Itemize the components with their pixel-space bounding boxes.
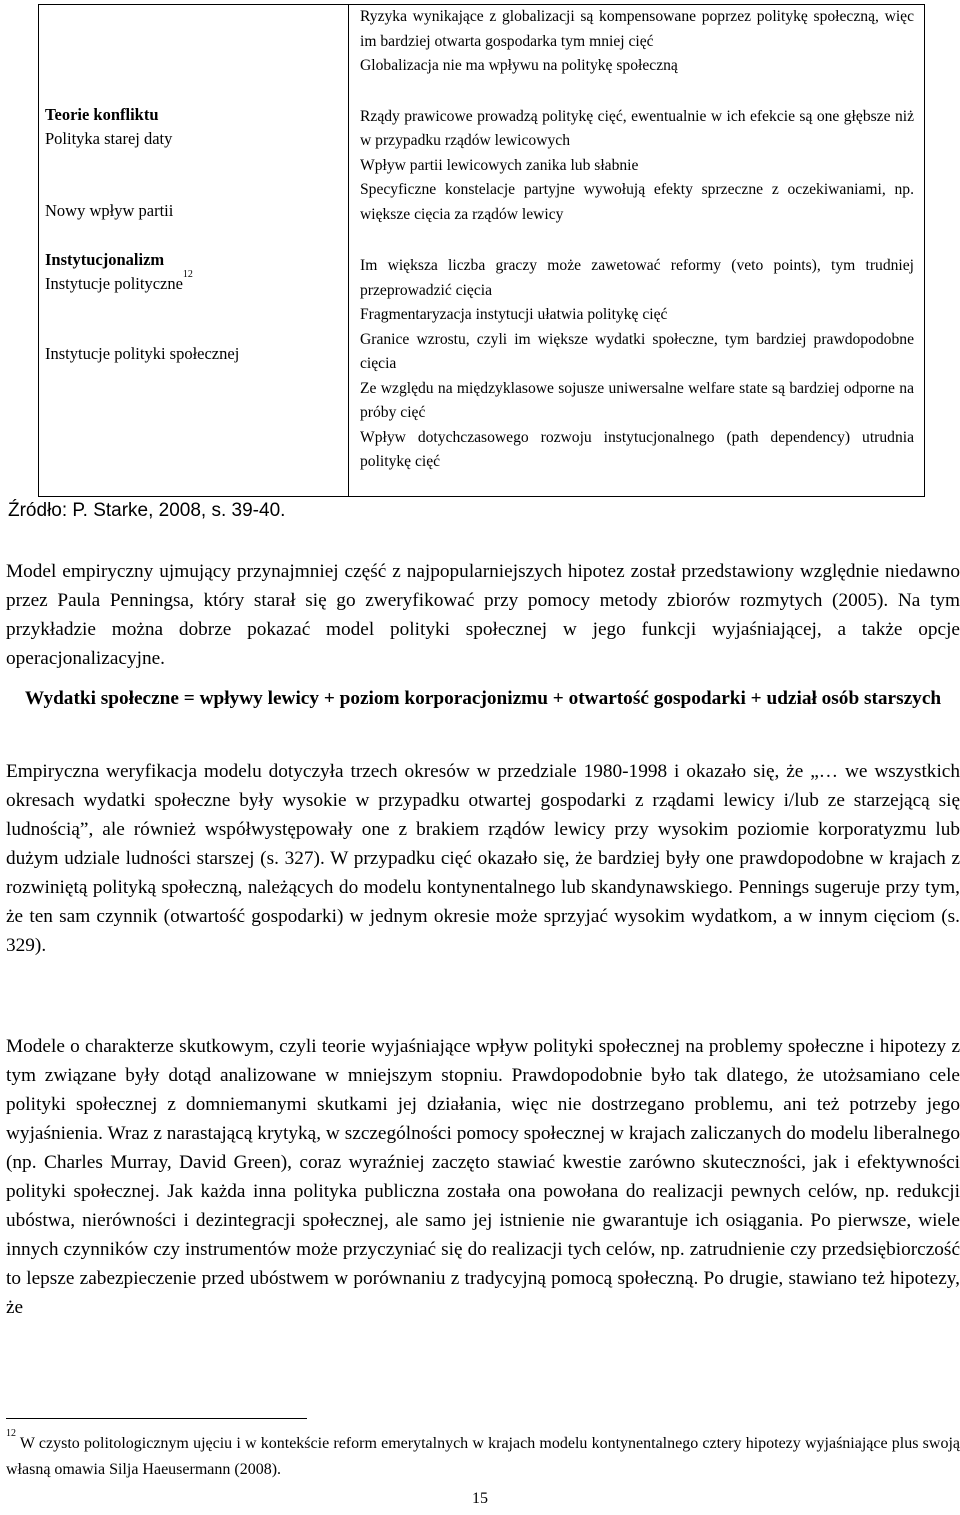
- footnote-divider: [6, 1418, 307, 1419]
- institutions-hypothesis-1: Im większa liczba graczy może zawetować reformy (veto points), tym trudniej przeprowadzić cięcia: [360, 257, 914, 299]
- social-policy-institutions-label: Instytucje polityki społecznej: [45, 344, 240, 363]
- table-source: Źródło: P. Starke, 2008, s. 39-40.: [8, 500, 286, 521]
- page-number: 15: [472, 1490, 488, 1507]
- new-party-label: Nowy wpływ partii: [45, 201, 174, 220]
- social-institutions-hypothesis-2: Ze względu na międzyklasowe sojusze uniwersalne welfare state są bardziej odporne na próby cięć: [360, 379, 914, 421]
- institutions-hypothesis-2: Fragmentaryzacja instytucji ułatwia politykę cięć: [360, 306, 668, 323]
- new-party-hypothesis-1: Specyficzne konstelacje partyjne wywołują efekty sprzeczne z oczekiwaniami, np. większe cięcia za rządów lewicy: [360, 181, 914, 223]
- old-policy-hypothesis-2: Wpływ partii lewicowych zanika lub słabnie: [360, 156, 639, 174]
- paragraph-verification: Empiryczna weryfikacja modelu dotyczyła trzech okresów w przedziale 1980-1998 i okazało się, że „… we wszystkich okresach wydatki społeczne były wysokie w przypadku otwartej gospodarki z rządami lewicy i/lub ze starzejącą się ludnością”, ale również współwystępowały one z brakiem rządów lewicy przy wysokim poziomie korporatyzmu lub dużym udziale ludności starszej (s. 327). W przypadku cięć okazało się, że bardziej były one prawdopodobne w krajach z rozwiniętą polityką społeczną, należących do modelu kontynentalnego lub skandynawskiego. Pennings sugeruje przy tym, że ten sam czynnik (otwartość gospodarki) w jednym okresie może sprzyjać wysokim wydatkom, a w innym cięciom (s. 329).: [6, 761, 960, 956]
- institutionalism-heading: Instytucjonalizm: [45, 250, 165, 269]
- political-institutions-label: Instytucje polityczne$^{12}$: [45, 269, 193, 293]
- table-row: [39, 5, 925, 497]
- footnote-ref: 12: [182, 269, 193, 280]
- paragraph-effect-models: Modele o charakterze skutkowym, czyli teorie wyjaśniające wpływ polityki społecznej na problemy społeczne i hipotezy z tym związane były dotąd analizowane w mniejszym stopniu. Prawdopodobnie było tak dlatego, że utożsamiano cele polityki społecznej z domniemanymi skutkami jej działania, więc nie dostrzegano problemu, ani też potrzeby jego wyjaśnienia. Wraz z narastającą krytyką, w szczególności pomocy społecznej w krajach zaliczanych do modelu liberalnego (np. Charles Murray, David Green), coraz wyraźniej zaczęto stawiać kwestie zarówno skuteczności, jak i efektywności polityki społecznej. Jak każda inna polityka publiczna została ona powołana do realizacji pewnych celów, np. redukcji ubóstwa, nierówności i dezintegracji społecznej, ale samo jej istnienie nie gwarantuje ich osiągania. Po pierwsze, wiele innych czynników czy instrumentów może przyczyniać się do realizacji tych celów, np. zatrudnienie czy przedsiębiorczość to lepsze zabezpieczenie przed ubóstwem w porównaniu z tradycyjną pomocą społeczną. Po drugie, stawiano też hipotezy, że: [6, 1036, 960, 1318]
- hypotheses-table: [38, 4, 925, 497]
- footnote-marker: 12: [6, 1428, 16, 1439]
- footnote: [6, 1428, 960, 1483]
- social-institutions-hypothesis-1: Granice wzrostu, czyli im większe wydatki społeczne, tym bardziej prawdopodobne cięcia: [360, 330, 914, 372]
- conflict-theories-heading: Teorie konfliktu: [45, 105, 159, 124]
- table-left-column: [39, 5, 349, 497]
- paragraph-model-intro: Model empiryczny ujmujący przynajmniej część z najpopularniejszych hipotez został przedstawiony względnie niedawno przez Paula Penningsa, który starał się go zweryfikować przy pomocy metody zbiorów rozmytych (2005). Na tym przykładzie można dobrze pokazać model polityki społecznej w jego funkcji wyjaśniającej, a także opcje operacjonalizacyjne.: [6, 561, 960, 669]
- old-policy-label: Polityka starej daty: [45, 129, 173, 148]
- social-institutions-hypothesis-3: Wpływ dotychczasowego rozwoju instytucjonalnego (path dependency) utrudnia politykę cięć: [360, 428, 914, 470]
- globalization-hypothesis-1: Ryzyka wynikające z globalizacji są kompensowane poprzez politykę społeczną, więc im bardziej otwarta gospodarka tym mniej cięć: [360, 8, 914, 50]
- model-formula: Wydatki społeczne = wpływy lewicy + poziom korporacjonizmu + otwartość gospodarki + udział osób starszych: [24, 688, 942, 709]
- footnote-text: W czysto politologicznym ujęciu i w kontekście reform emerytalnych w krajach modelu kontynentalnego cztery hipotezy wyjaśniające plus swoją własną omawia Silja Haeusermann (2008).: [6, 1435, 960, 1478]
- globalization-hypothesis-2: Globalizacja nie ma wpływu na politykę społeczną: [360, 57, 678, 74]
- table-right-column: [349, 5, 925, 497]
- old-policy-hypothesis-1: Rządy prawicowe prowadzą politykę cięć, ewentualnie w ich efekcie są one głębsze niż w przypadku rządów lewicowych: [360, 107, 914, 149]
